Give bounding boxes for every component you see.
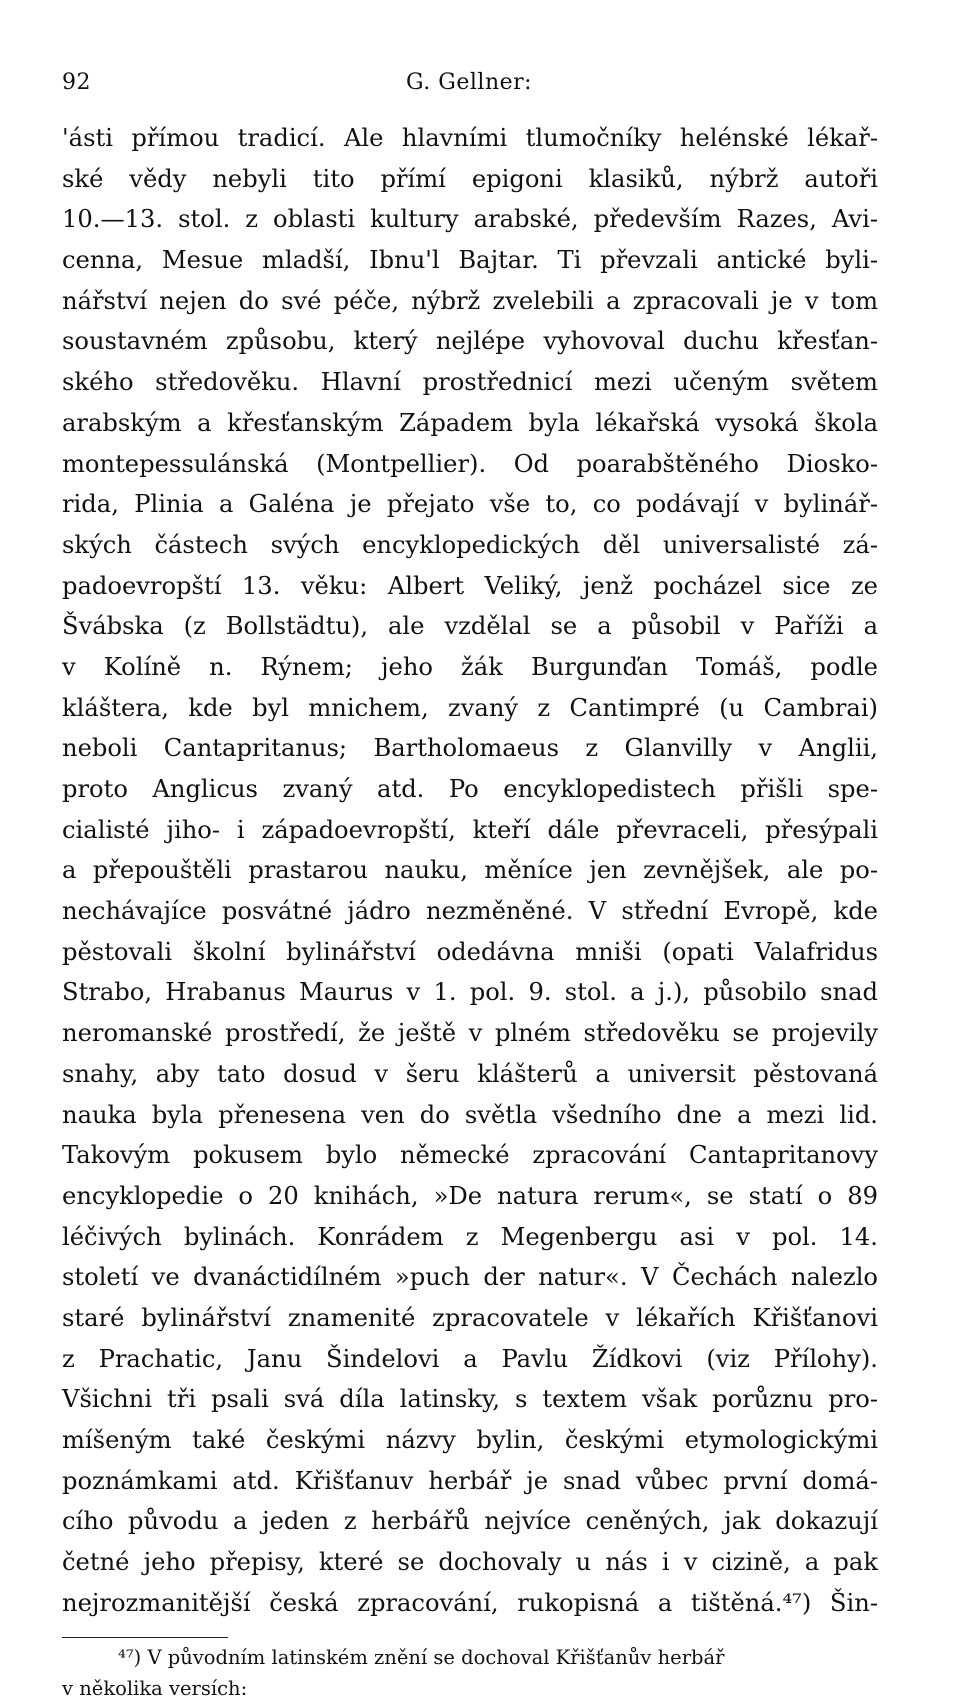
text-line: Strabo, Hrabanus Maurus v 1. pol. 9. stol. a j.), působilo snad (62, 978, 878, 1007)
text-line: nauka byla přenesena ven do světla všedního dne a mezi lid. (62, 1100, 878, 1129)
text-line: Všichni tři psali svá díla latinsky, s textem však porůznu pro- (62, 1385, 878, 1414)
text-line: léčivých bylinách. Konrádem z Megenbergu asi v pol. 14. (62, 1222, 878, 1251)
text-line: cialisté jiho- i západoevropští, kteří dále převraceli, přesýpali (62, 815, 878, 844)
text-line: cího původu a jeden z herbářů nejvíce ceněných, jak dokazují (62, 1507, 878, 1536)
text-line: četné jeho přepisy, které se dochovaly u nás i v cizině, a pak (62, 1548, 878, 1577)
text-line: pěstovali školní bylinářství odedávna mniši (opati Valafridus (62, 937, 878, 966)
text-line: neboli Cantapritanus; Bartholomaeus z Glanvilly v Anglii, (62, 734, 878, 763)
text-line: arabským a křesťanským Západem byla lékařská vysoká škola (62, 408, 878, 437)
text-line: nářství nejen do své péče, nýbrž zvelebili a zpracovali je v tom (62, 286, 878, 315)
text-line: 'ásti přímou tradicí. Ale hlavními tlumočníky helénské lékař- (62, 124, 878, 152)
text-line: padoevropští 13. věku: Albert Veliký, jenž pocházel sice ze (62, 571, 878, 600)
running-head (62, 64, 878, 108)
text-line: soustavném způsobu, který nejlépe vyhovoval duchu křesťan- (62, 327, 878, 356)
text-line: Švábska (z Bollstädtu), ale vzdělal se a působil v Paříži a (62, 612, 878, 641)
text-line: a přepouštěli prastarou nauku, měníce jen zevnějšek, ale po- (62, 856, 878, 885)
footnote-line: ⁴⁷) V původním latinském znění se dochoval Křišťanův herbář (118, 1646, 725, 1670)
text-line: ské vědy nebyli tito přímí epigoni klasiků, nýbrž autoři (62, 164, 878, 193)
text-line: staré bylinářství znamenité zpracovatele v lékařích Křišťanovi (62, 1303, 878, 1332)
text-line: 10.—13. stol. z oblasti kultury arabské, především Razes, Avi- (62, 205, 878, 234)
text-line: montepessulánská (Montpellier). Od poarabštěného Diosko- (62, 449, 878, 478)
book-page (62, 64, 878, 1704)
text-line: Takovým pokusem bylo německé zpracování Cantapritanovy (62, 1141, 878, 1170)
text-line: rida, Plinia a Galéna je přejato vše to, co podávají v bylinář- (62, 490, 878, 519)
text-line: ských částech svých encyklopedických děl universalisté zá- (62, 530, 878, 559)
footnote-line: v několika versích: (62, 1677, 248, 1701)
text-line: nechávajíce posvátné jádro nezměněné. V střední Evropě, kde (62, 897, 878, 926)
page-number: 92 (62, 70, 91, 95)
text-line: encyklopedie o 20 knihách, »De natura rerum«, se statí o 89 (62, 1181, 878, 1210)
footnote (62, 1642, 878, 1704)
text-line: míšeným také českými názvy bylin, českými etymologickými (62, 1426, 878, 1454)
text-line: snahy, aby tato dosud v šeru klášterů a universit pěstovaná (62, 1059, 878, 1088)
text-line: v Kolíně n. Rýnem; jeho žák Burgunďan Tomáš, podle (62, 652, 878, 681)
text-line: nejrozmanitější česká zpracování, rukopisná a tištěná.⁴⁷) Šin- (62, 1588, 878, 1617)
running-head-author: G. Gellner: (406, 70, 533, 95)
text-line: století ve dvanáctidílném »puch der natur«. V Čechách nalezlo (62, 1263, 878, 1292)
text-line: ského středověku. Hlavní prostřednicí mezi učeným světem (62, 368, 878, 397)
text-line: poznámkami atd. Křišťanuv herbář je snad vůbec první domá- (62, 1466, 878, 1495)
text-line: proto Anglicus zvaný atd. Po encyklopedistech přišli spe- (62, 775, 878, 803)
body-text (62, 118, 878, 1623)
text-line: cenna, Mesue mladší, Ibnu'l Bajtar. Ti převzali antické byli- (62, 246, 878, 275)
text-line: neromanské prostředí, že ještě v plném středověku se projevily (62, 1019, 878, 1048)
text-line: z Prachatic, Janu Šindelovi a Pavlu Žídkovi (viz Přílohy). (62, 1344, 878, 1373)
footnote-divider (62, 1637, 228, 1638)
text-line: kláštera, kde byl mnichem, zvaný z Cantimpré (u Cambrai) (62, 693, 878, 722)
